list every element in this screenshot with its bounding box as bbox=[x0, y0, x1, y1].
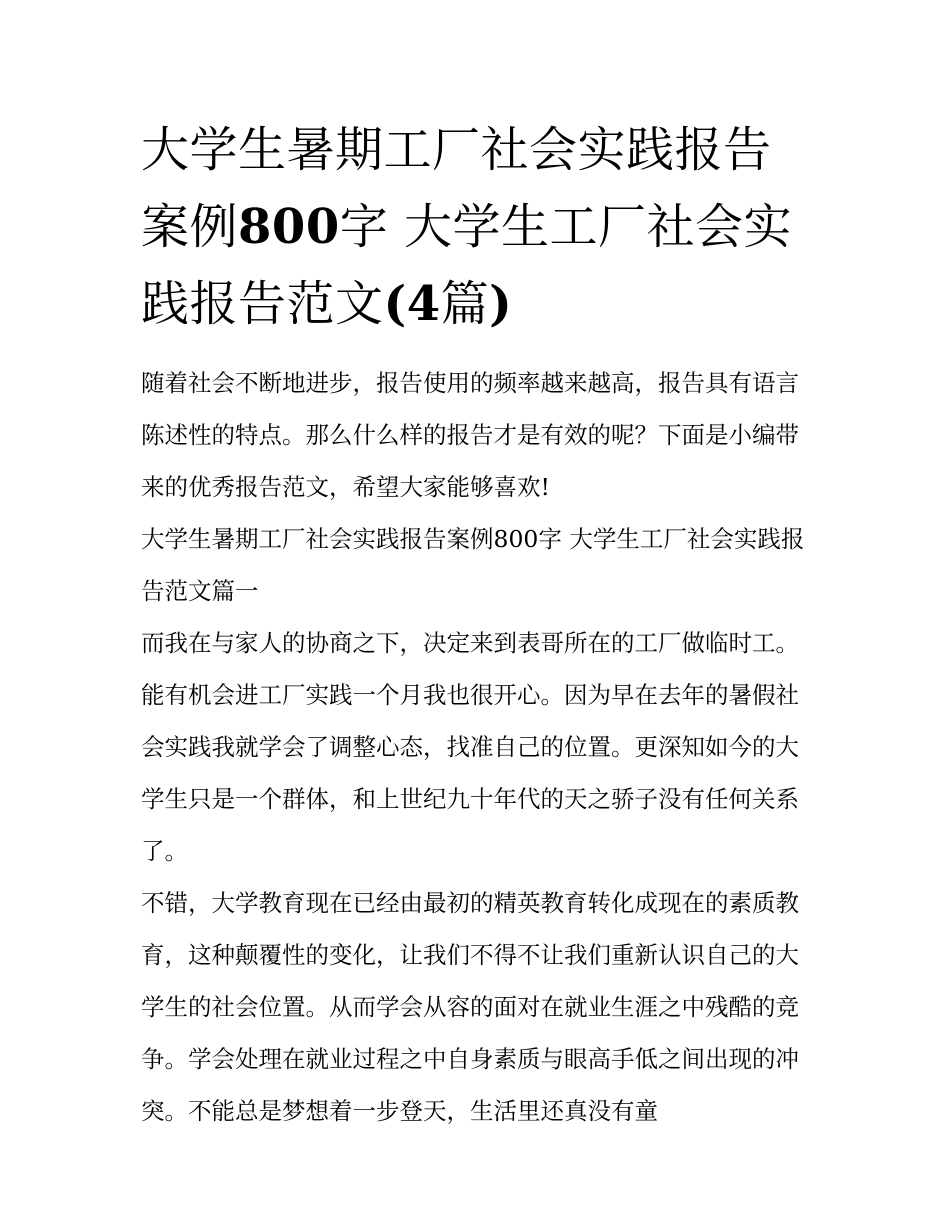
body-paragraph: 不错，大学教育现在已经由最初的精英教育转化成现在的素质教育，这种颠覆性的变化，让我们不得不让我们重新认识自己的大学生的社会位置。从而学会从容的面对在就业生涯之中残酷的竞争。学会处理在就业过程之中自身素质与眼高手低之间出现的冲突。不能总是梦想着一步登天，生活里还真没有童 bbox=[141, 889, 799, 1125]
document-title: 大学生暑期工厂社会实践报告案例800字 大学生工厂社会实践报告范文(4篇) bbox=[141, 122, 792, 332]
document-content bbox=[141, 112, 816, 1137]
section-heading: 大学生暑期工厂社会实践报告案例800字 大学生工厂社会实践报告范文篇一 bbox=[141, 525, 805, 605]
body-paragraph: 而我在与家人的协商之下，决定来到表哥所在的工厂做临时工。能有机会进工厂实践一个月我也很开心。因为早在去年的暑假社会实践我就学会了调整心态，找准自己的位置。更深知如今的大学生只是一个群体，和上世纪九十年代的天之骄子没有任何关系了。 bbox=[141, 629, 799, 865]
document-body bbox=[141, 357, 816, 1137]
intro-paragraph: 随着社会不断地进步，报告使用的频率越来越高，报告具有语言陈述性的特点。那么什么样的报告才是有效的呢？下面是小编带来的优秀报告范文，希望大家能够喜欢! bbox=[141, 369, 799, 501]
